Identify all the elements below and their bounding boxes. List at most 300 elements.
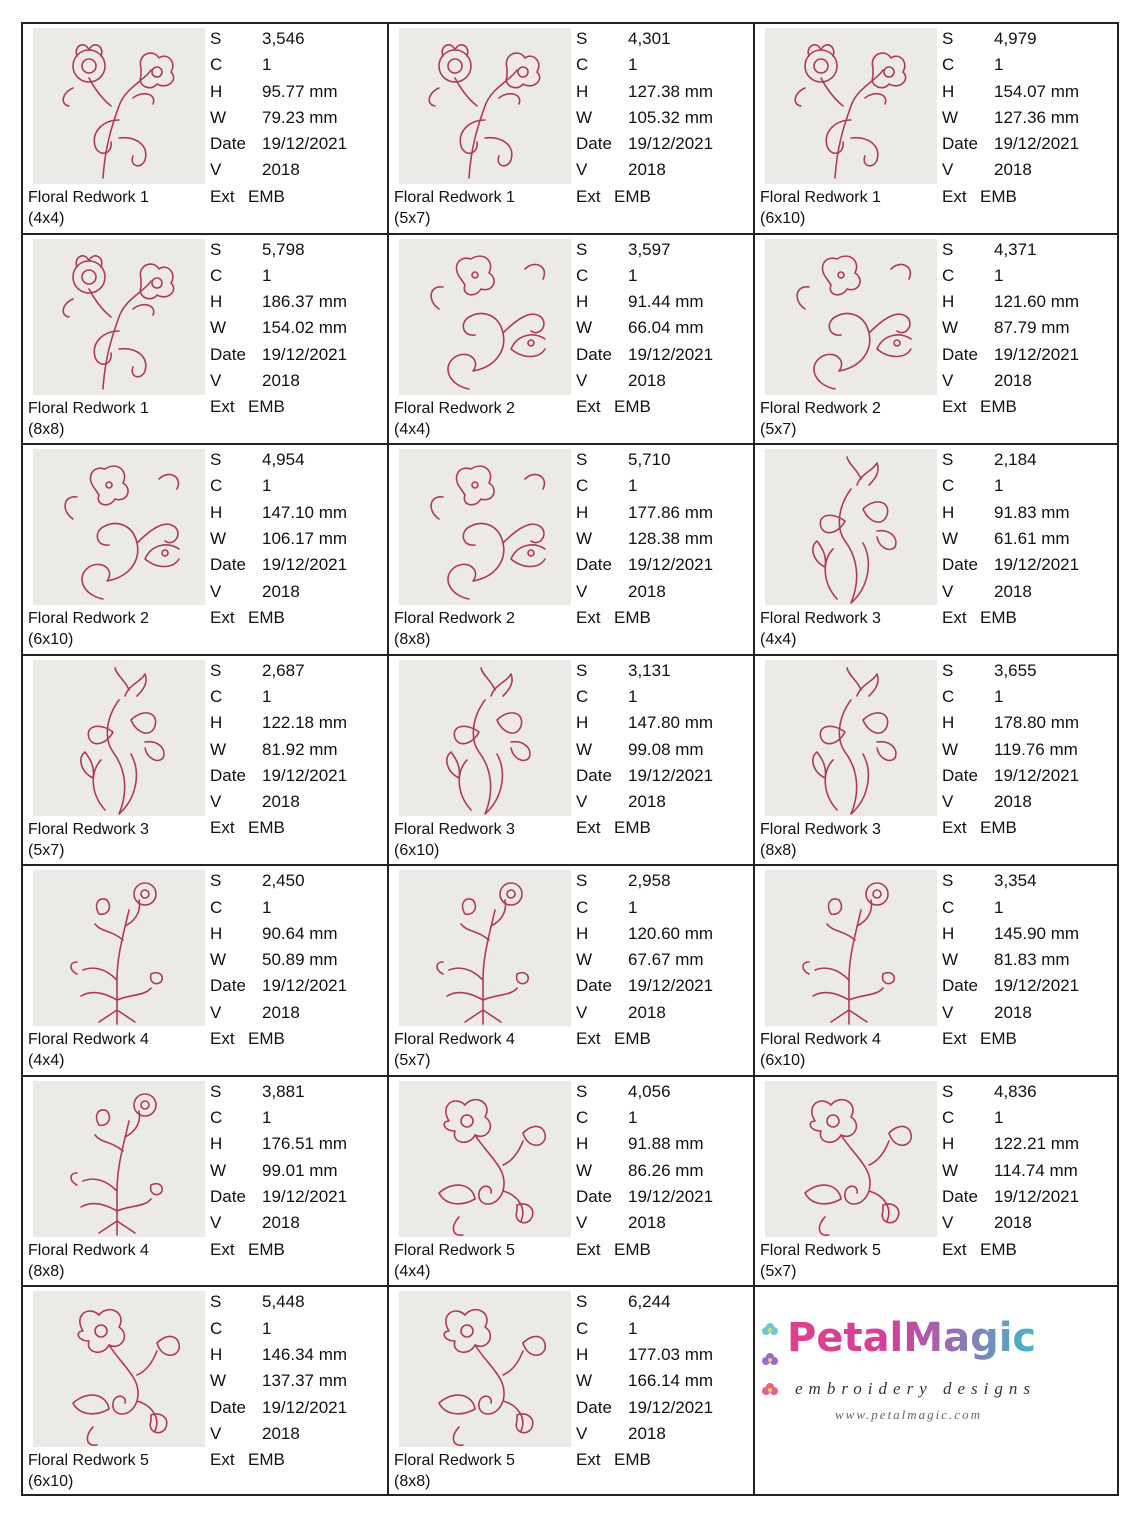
spec-row-date xyxy=(210,763,347,789)
spec-value: 19/12/2021 xyxy=(628,765,714,785)
spec-row-c xyxy=(576,1316,713,1342)
design-specs xyxy=(210,26,347,210)
design-thumbnail xyxy=(765,870,937,1026)
spec-row-s xyxy=(210,658,347,684)
spec-row-c xyxy=(942,52,1079,78)
spec-value: 1 xyxy=(994,55,1004,75)
spec-label: Date xyxy=(942,134,978,154)
spec-value: 61.61 mm xyxy=(994,529,1070,549)
spec-row-v xyxy=(576,1210,713,1236)
redwork-flower-icon xyxy=(765,239,937,395)
spec-value: 106.17 mm xyxy=(262,529,348,549)
spec-row-v xyxy=(576,1000,713,1026)
design-specs xyxy=(942,237,1079,421)
design-cell xyxy=(21,864,387,1075)
spec-value: 19/12/2021 xyxy=(628,134,714,154)
spec-row-h xyxy=(942,710,1079,736)
spec-label: S xyxy=(576,871,588,891)
redwork-flower-icon xyxy=(33,660,205,816)
spec-label: V xyxy=(576,581,588,601)
spec-row-date xyxy=(576,1395,713,1421)
spec-label: C xyxy=(210,265,223,285)
spec-label: Date xyxy=(576,134,612,154)
design-thumbnail xyxy=(399,1291,571,1447)
spec-row-w xyxy=(942,526,1079,552)
spec-label: C xyxy=(210,476,223,496)
spec-label: H xyxy=(942,713,955,733)
spec-value: 1 xyxy=(628,55,638,75)
spec-row-v xyxy=(210,1210,347,1236)
design-thumbnail xyxy=(399,28,571,184)
spec-label: Date xyxy=(210,1187,246,1206)
design-cell xyxy=(753,1075,1119,1286)
spec-label: W xyxy=(210,739,227,759)
spec-value: 99.01 mm xyxy=(262,1160,338,1180)
spec-value: 3,354 xyxy=(994,871,1037,891)
spec-label: C xyxy=(576,897,589,917)
spec-value: 5,710 xyxy=(628,450,671,470)
spec-value: 2018 xyxy=(628,1213,666,1233)
spec-value: EMB xyxy=(980,186,1017,206)
spec-value: 4,954 xyxy=(262,450,305,470)
spec-value: 90.64 mm xyxy=(262,923,338,943)
spec-row-date xyxy=(576,552,713,578)
design-hoop-size: (5x7) xyxy=(394,1052,431,1070)
spec-label: Ext xyxy=(210,1239,235,1259)
spec-row-s xyxy=(942,1079,1079,1105)
design-specs xyxy=(942,658,1079,842)
spec-value: 1 xyxy=(628,1108,638,1128)
redwork-flower-icon xyxy=(33,1081,205,1237)
spec-value: 128.38 mm xyxy=(628,529,714,549)
spec-label: Date xyxy=(942,765,978,785)
spec-label: C xyxy=(576,476,589,496)
spec-value: 86.26 mm xyxy=(628,1160,704,1180)
design-specs xyxy=(942,1079,1079,1263)
spec-label: V xyxy=(210,792,222,812)
spec-row-c xyxy=(576,263,713,289)
spec-row-v xyxy=(942,368,1079,394)
design-name xyxy=(394,1029,515,1071)
spec-value: 4,371 xyxy=(994,239,1037,259)
spec-row-w xyxy=(576,526,713,552)
spec-label: Date xyxy=(576,1187,612,1206)
spec-value: 1 xyxy=(262,1318,272,1338)
spec-row-ext xyxy=(942,394,1079,420)
design-hoop-size: (4x4) xyxy=(760,631,797,649)
spec-label: H xyxy=(210,81,223,101)
spec-row-date xyxy=(942,1184,1079,1210)
spec-row-h xyxy=(942,1131,1079,1157)
spec-label: V xyxy=(210,160,222,180)
design-specs xyxy=(576,1289,713,1473)
spec-value: EMB xyxy=(614,186,651,206)
design-specs xyxy=(942,447,1079,631)
spec-label: S xyxy=(942,29,954,48)
design-cell xyxy=(387,1285,753,1496)
design-cell xyxy=(21,654,387,865)
spec-label: S xyxy=(210,660,222,680)
design-cell xyxy=(21,1075,387,1286)
spec-row-c xyxy=(576,473,713,499)
spec-value: 81.83 mm xyxy=(994,950,1070,970)
spec-value: 67.67 mm xyxy=(628,950,704,970)
spec-value: 2018 xyxy=(262,160,300,180)
spec-label: C xyxy=(576,1108,589,1128)
spec-row-v xyxy=(210,1000,347,1026)
spec-value: 1 xyxy=(628,265,638,285)
spec-label: C xyxy=(942,265,955,285)
spec-label: H xyxy=(576,1134,589,1154)
design-thumbnail xyxy=(33,1081,205,1237)
spec-row-date xyxy=(576,973,713,999)
design-title: Floral Redwork 3 xyxy=(760,820,881,838)
spec-row-s xyxy=(576,1289,713,1315)
spec-value: 3,655 xyxy=(994,660,1037,680)
design-grid xyxy=(21,22,1119,1496)
design-specs xyxy=(210,868,347,1052)
spec-value: 50.89 mm xyxy=(262,950,338,970)
design-thumbnail xyxy=(765,1081,937,1237)
spec-row-v xyxy=(210,579,347,605)
spec-label: Date xyxy=(576,344,612,364)
spec-row-h xyxy=(576,1342,713,1368)
design-hoop-size: (4x4) xyxy=(394,1262,431,1280)
logo-url: www.petalmagic.com xyxy=(835,1407,982,1423)
spec-label: S xyxy=(942,660,954,680)
spec-value: 186.37 mm xyxy=(262,292,348,312)
design-name xyxy=(28,819,149,861)
spec-label: C xyxy=(942,1108,955,1128)
spec-label: Date xyxy=(210,344,246,364)
spec-row-h xyxy=(942,500,1079,526)
spec-label: S xyxy=(942,871,954,891)
design-name xyxy=(394,187,515,229)
spec-value: 19/12/2021 xyxy=(262,344,348,364)
spec-value: 1 xyxy=(994,686,1004,706)
spec-label: H xyxy=(576,713,589,733)
spec-row-date xyxy=(210,1184,347,1210)
spec-value: 2,687 xyxy=(262,660,305,680)
spec-row-ext xyxy=(942,184,1079,210)
spec-label: W xyxy=(210,107,227,127)
spec-row-s xyxy=(210,447,347,473)
spec-row-c xyxy=(576,1105,713,1131)
spec-label: H xyxy=(210,713,223,733)
spec-value: 146.34 mm xyxy=(262,1344,348,1364)
spec-value: EMB xyxy=(980,397,1017,417)
spec-label: W xyxy=(942,1160,959,1180)
spec-row-ext xyxy=(576,605,713,631)
spec-value: 3,881 xyxy=(262,1081,305,1101)
spec-value: 19/12/2021 xyxy=(628,976,714,996)
spec-label: W xyxy=(576,1371,593,1391)
spec-value: 1 xyxy=(994,265,1004,285)
spec-value: 2018 xyxy=(628,792,666,812)
spec-row-ext xyxy=(210,1026,347,1052)
spec-label: Ext xyxy=(210,186,235,206)
redwork-flower-icon xyxy=(399,28,571,184)
design-thumbnail xyxy=(33,449,205,605)
spec-row-v xyxy=(576,368,713,394)
design-hoop-size: (8x8) xyxy=(394,1473,431,1491)
spec-value: 178.80 mm xyxy=(994,713,1080,733)
spec-row-c xyxy=(576,895,713,921)
spec-value: 137.37 mm xyxy=(262,1371,348,1391)
spec-value: 19/12/2021 xyxy=(262,765,348,785)
redwork-flower-icon xyxy=(33,239,205,395)
spec-value: 1 xyxy=(262,686,272,706)
design-specs xyxy=(942,26,1079,210)
design-specs xyxy=(576,26,713,210)
spec-value: 19/12/2021 xyxy=(628,1187,714,1206)
spec-row-w xyxy=(210,1368,347,1394)
spec-value: 2018 xyxy=(262,1213,300,1233)
design-thumbnail xyxy=(399,239,571,395)
spec-row-ext xyxy=(210,815,347,841)
design-cell xyxy=(387,22,753,233)
spec-label: W xyxy=(210,1371,227,1391)
spec-label: C xyxy=(576,686,589,706)
spec-label: V xyxy=(942,792,954,812)
spec-value: 3,546 xyxy=(262,29,305,48)
spec-value: 120.60 mm xyxy=(628,923,714,943)
spec-label: S xyxy=(576,660,588,680)
spec-label: Date xyxy=(576,976,612,996)
design-cell xyxy=(387,864,753,1075)
spec-row-w xyxy=(210,105,347,131)
design-thumbnail xyxy=(33,870,205,1026)
spec-value: 2,184 xyxy=(994,450,1037,470)
design-specs xyxy=(210,447,347,631)
spec-label: W xyxy=(576,318,593,338)
spec-value: EMB xyxy=(614,607,651,627)
spec-label: Date xyxy=(576,555,612,575)
spec-value: 1 xyxy=(262,1108,272,1128)
spec-row-v xyxy=(942,157,1079,183)
design-specs xyxy=(576,447,713,631)
spec-row-h xyxy=(576,500,713,526)
redwork-flower-icon xyxy=(33,1291,205,1447)
spec-value: 1 xyxy=(994,1108,1004,1128)
spec-value: EMB xyxy=(614,1450,651,1470)
design-cell xyxy=(387,443,753,654)
spec-value: 1 xyxy=(628,476,638,496)
spec-label: C xyxy=(576,265,589,285)
spec-value: 4,056 xyxy=(628,1081,671,1101)
design-thumbnail xyxy=(765,28,937,184)
design-name xyxy=(28,1029,149,1071)
design-name xyxy=(28,1240,149,1282)
spec-value: EMB xyxy=(614,818,651,838)
spec-value: 2018 xyxy=(628,1002,666,1022)
spec-row-s xyxy=(576,237,713,263)
spec-row-ext xyxy=(576,1447,713,1473)
spec-label: Date xyxy=(576,1397,612,1417)
spec-label: C xyxy=(942,55,955,75)
spec-row-v xyxy=(942,1210,1079,1236)
spec-row-s xyxy=(210,868,347,894)
spec-row-h xyxy=(576,289,713,315)
spec-value: 147.10 mm xyxy=(262,502,348,522)
spec-value: 95.77 mm xyxy=(262,81,338,101)
spec-label: Date xyxy=(210,134,246,154)
spec-value: 119.76 mm xyxy=(994,739,1078,759)
spec-value: EMB xyxy=(980,818,1017,838)
design-cell xyxy=(21,1285,387,1496)
spec-row-v xyxy=(942,1000,1079,1026)
spec-label: Ext xyxy=(942,1029,967,1049)
spec-row-w xyxy=(942,737,1079,763)
spec-value: 154.02 mm xyxy=(262,318,348,338)
spec-value: 2018 xyxy=(628,371,666,391)
spec-row-v xyxy=(576,789,713,815)
spec-value: 2018 xyxy=(994,1002,1032,1022)
redwork-flower-icon xyxy=(399,660,571,816)
design-title: Floral Redwork 4 xyxy=(394,1031,515,1049)
spec-row-v xyxy=(576,157,713,183)
spec-label: W xyxy=(576,1160,593,1180)
redwork-flower-icon xyxy=(33,449,205,605)
spec-row-c xyxy=(942,1105,1079,1131)
spec-value: 19/12/2021 xyxy=(262,976,348,996)
spec-value: 19/12/2021 xyxy=(994,134,1080,154)
spec-row-w xyxy=(210,737,347,763)
design-hoop-size: (6x10) xyxy=(760,210,806,227)
spec-value: 1 xyxy=(262,897,272,917)
spec-label: Date xyxy=(210,976,246,996)
design-specs xyxy=(210,1079,347,1263)
spec-row-date xyxy=(942,763,1079,789)
design-title: Floral Redwork 2 xyxy=(28,610,149,628)
spec-row-ext xyxy=(942,1237,1079,1263)
spec-row-c xyxy=(210,1316,347,1342)
spec-value: 66.04 mm xyxy=(628,318,704,338)
spec-value: 1 xyxy=(994,476,1004,496)
spec-row-v xyxy=(210,1421,347,1447)
spec-row-w xyxy=(576,315,713,341)
redwork-flower-icon xyxy=(33,870,205,1026)
spec-row-w xyxy=(210,315,347,341)
spec-label: Ext xyxy=(576,1450,601,1470)
spec-label: C xyxy=(210,1108,223,1128)
design-cell xyxy=(21,233,387,444)
spec-value: 19/12/2021 xyxy=(994,555,1080,575)
spec-label: W xyxy=(210,529,227,549)
spec-value: 145.90 mm xyxy=(994,923,1080,943)
spec-value: 2,958 xyxy=(628,871,671,891)
design-hoop-size: (6x10) xyxy=(28,631,74,649)
redwork-flower-icon xyxy=(399,1081,571,1237)
spec-row-h xyxy=(210,289,347,315)
design-title: Floral Redwork 2 xyxy=(394,610,515,628)
spec-label: H xyxy=(210,1134,223,1154)
spec-label: W xyxy=(210,950,227,970)
spec-row-ext xyxy=(576,394,713,420)
design-title: Floral Redwork 2 xyxy=(394,399,515,417)
spec-row-c xyxy=(210,263,347,289)
design-specs xyxy=(576,237,713,421)
spec-label: Ext xyxy=(942,607,967,627)
design-thumbnail xyxy=(33,1291,205,1447)
spec-value: 147.80 mm xyxy=(628,713,714,733)
design-title: Floral Redwork 3 xyxy=(394,820,515,838)
redwork-flower-icon xyxy=(399,449,571,605)
spec-row-h xyxy=(942,289,1079,315)
design-specs xyxy=(210,237,347,421)
spec-label: S xyxy=(210,871,222,891)
spec-label: W xyxy=(942,739,959,759)
spec-label: C xyxy=(210,897,223,917)
design-name xyxy=(28,608,149,650)
spec-row-date xyxy=(210,973,347,999)
spec-row-h xyxy=(576,1131,713,1157)
spec-label: S xyxy=(576,1081,588,1101)
spec-label: Ext xyxy=(210,607,235,627)
design-hoop-size: (6x10) xyxy=(760,1052,806,1070)
spec-label: H xyxy=(942,923,955,943)
design-name xyxy=(394,608,515,650)
spec-label: V xyxy=(210,1002,222,1022)
spec-row-w xyxy=(210,1158,347,1184)
design-title: Floral Redwork 2 xyxy=(760,399,881,417)
spec-label: Ext xyxy=(576,818,601,838)
design-hoop-size: (4x4) xyxy=(28,210,65,227)
spec-value: 127.36 mm xyxy=(994,107,1080,127)
spec-value: 2018 xyxy=(262,581,300,601)
spec-label: C xyxy=(576,55,589,75)
spec-label: Date xyxy=(942,976,978,996)
spec-label: W xyxy=(942,529,959,549)
spec-value: EMB xyxy=(980,1029,1017,1049)
design-name xyxy=(760,1240,881,1282)
design-title: Floral Redwork 1 xyxy=(394,189,515,206)
spec-value: 122.18 mm xyxy=(262,713,348,733)
spec-row-w xyxy=(576,1368,713,1394)
spec-value: 3,597 xyxy=(628,239,671,259)
spec-row-ext xyxy=(942,815,1079,841)
spec-value: 91.83 mm xyxy=(994,502,1070,522)
spec-label: H xyxy=(942,1134,955,1154)
design-cell xyxy=(387,233,753,444)
spec-label: H xyxy=(210,1344,223,1364)
spec-label: S xyxy=(576,239,588,259)
spec-row-s xyxy=(942,237,1079,263)
design-specs xyxy=(576,868,713,1052)
spec-row-h xyxy=(210,1131,347,1157)
spec-row-c xyxy=(210,1105,347,1131)
spec-label: V xyxy=(942,160,954,180)
spec-row-ext xyxy=(210,184,347,210)
spec-row-ext xyxy=(942,1026,1079,1052)
spec-label: H xyxy=(210,923,223,943)
spec-label: Date xyxy=(210,1397,246,1417)
spec-label: Ext xyxy=(942,397,967,417)
spec-label: S xyxy=(210,1292,222,1312)
design-title: Floral Redwork 3 xyxy=(28,820,149,838)
spec-label: H xyxy=(576,81,589,101)
design-title: Floral Redwork 5 xyxy=(760,1241,881,1259)
spec-label: H xyxy=(576,923,589,943)
spec-label: V xyxy=(942,581,954,601)
spec-label: S xyxy=(576,450,588,470)
design-title: Floral Redwork 3 xyxy=(760,610,881,628)
spec-row-ext xyxy=(210,1237,347,1263)
spec-value: 2018 xyxy=(628,160,666,180)
spec-row-v xyxy=(576,1421,713,1447)
spec-value: 2018 xyxy=(628,581,666,601)
spec-row-v xyxy=(942,579,1079,605)
